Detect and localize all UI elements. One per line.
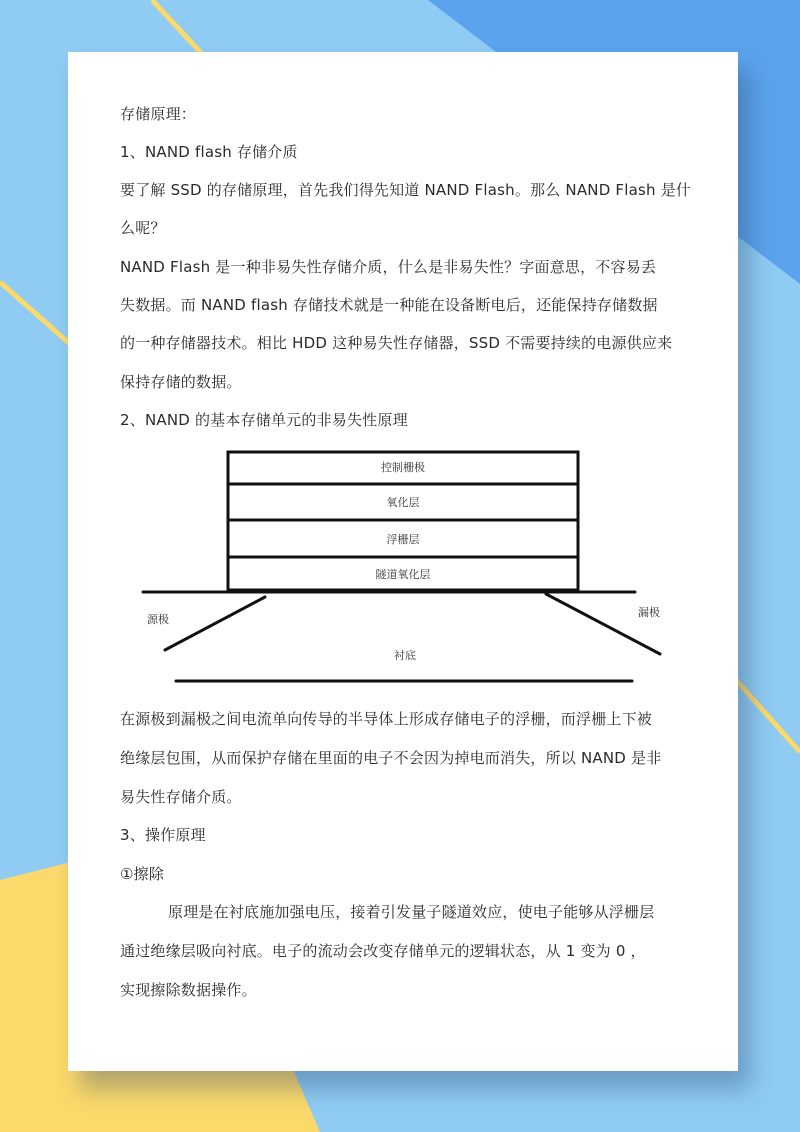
source-junction-line [165,597,265,650]
paragraph-line: NAND Flash 是一种非易失性存储介质，什么是非易失性？字面意思，不容易丢 [120,258,657,276]
layer-oxide: 氧化层 [386,496,420,509]
paragraph-line: 的一种存储器技术。相比 HDD 这种易失性存储器，SSD 不需要持续的电源供应来 [120,334,673,352]
substrate-label: 衬底 [394,649,416,662]
paragraph-line: 么呢？ [120,219,166,237]
paragraph-line: 实现擦除数据操作。 [120,981,257,999]
layer-control-gate: 控制栅极 [381,461,425,474]
paragraph-line: 保持存储的数据。 [120,373,242,391]
section3-heading: 3、操作原理 [120,826,206,844]
drain-junction-line [546,594,660,654]
paragraph-line: 易失性存储介质。 [120,788,242,806]
drain-label: 漏极 [638,606,660,619]
paragraph-line: 在源极到漏极之间电流单向传导的半导体上形成存储电子的浮栅，而浮栅上下被 [120,710,653,728]
paragraph-line: 失数据。而 NAND flash 存储技术就是一种能在设备断电后，还能保持存储数据 [120,296,658,314]
subheading-erase: ①擦除 [120,865,165,883]
paragraph-line: 通过绝缘层吸向衬底。电子的流动会改变存储单元的逻辑状态，从 1 变为 0 ， [120,942,646,960]
section2-heading: 2、NAND 的基本存储单元的非易失性原理 [120,411,408,429]
paragraph-line: 绝缘层包围，从而保护存储在里面的电子不会因为掉电而消失，所以 NAND 是非 [120,749,662,767]
gate-stack-box [228,452,578,590]
document-page [68,52,738,1071]
paragraph-line: 原理是在衬底施加强电压，接着引发量子隧道效应，使电子能够从浮栅层 [168,903,655,921]
paragraph-line: 要了解 SSD 的存储原理，首先我们得先知道 NAND Flash。那么 NAND Flash 是什 [120,181,692,199]
section1-heading: 1、NAND flash 存储介质 [120,143,298,161]
source-label: 源极 [147,613,169,626]
doc-title: 存储原理： [120,105,197,123]
layer-tunnel-oxide: 隧道氧化层 [375,568,431,581]
layer-floating-gate: 浮栅层 [386,533,420,546]
